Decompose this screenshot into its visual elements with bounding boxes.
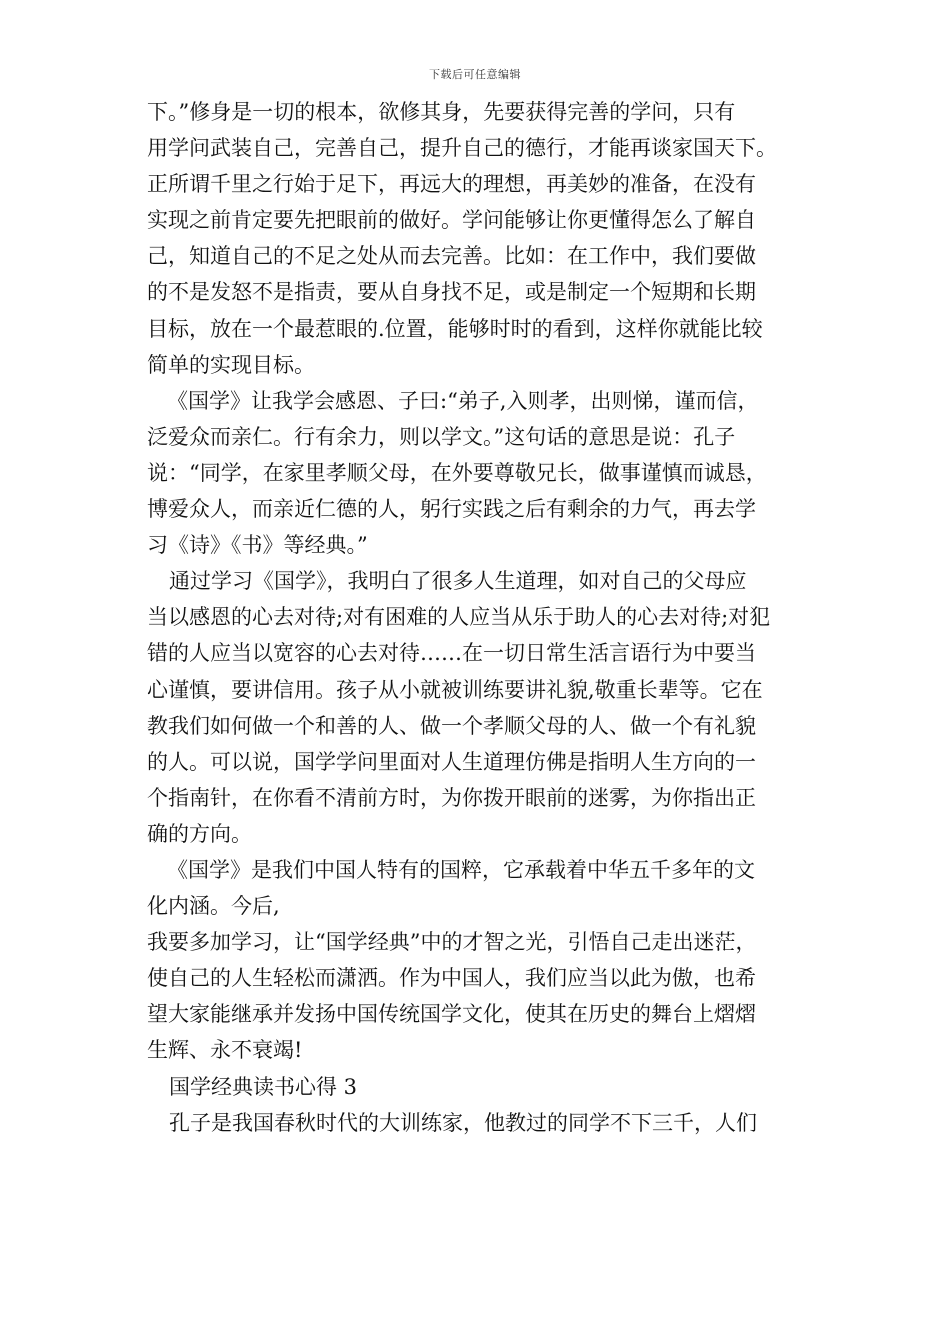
text-line: 通过学习《国学》，我明白了很多人生道理，如对自己的父母应 [169, 569, 747, 594]
text-line: 泛爱众而亲仁。行有余力，则以学文。”这句话的意思是说：孔子 [147, 424, 736, 449]
text-line: 《国学》让我学会感恩、子曰:“弟子,入则孝，出则悌，谨而信， [167, 388, 759, 413]
text-line: 简单的实现目标。 [147, 352, 315, 377]
document-body [147, 94, 827, 1141]
text-line: 孔子是我国春秋时代的大训练家，他教过的同学不下三千，人们 [169, 1110, 757, 1135]
text-line: 确的方向。 [147, 821, 252, 846]
text-line: 化内涵。今后, [147, 894, 280, 919]
text-line: 正所谓千里之行始于足下，再远大的理想，再美妙的准备，在没有 [147, 172, 756, 197]
text-line: 的不是发怒不是指责，要从自身找不足，或是制定一个短期和长期 [147, 280, 756, 305]
text-line: 目标，放在一个最惹眼的.位置，能够时时的看到，这样你就能比较 [147, 316, 763, 341]
text-line: 博爱众人，而亲近仁德的人，躬行实践之后有剩余的力气，再去学 [147, 497, 756, 522]
text-line: 下。”修身是一切的根本，欲修其身，先要获得完善的学问，只有 [147, 100, 736, 124]
text-line: 望大家能继承并发扬中国传统国学文化，使其在历史的舞台上熠熠 [147, 1002, 756, 1027]
text-line: 错的人应当以宽容的心去对待……在一切日常生活言语行为中要当 [147, 641, 756, 666]
text-line: 我要多加学习，让“国学经典”中的才智之光，引悟自己走出迷茫， [147, 930, 757, 955]
text-line: 实现之前肯定要先把眼前的做好。学问能够让你更懂得怎么了解自 [147, 208, 756, 233]
text-line: 的人。可以说，国学学问里面对人生道理仿佛是指明人生方向的一 [147, 749, 756, 774]
text-line: 说：“同学，在家里孝顺父母，在外要尊敬兄长，做事谨慎而诚恳， [147, 460, 767, 485]
text-line: 个指南针，在你看不清前方时，为你拨开眼前的迷雾，为你指出正 [147, 785, 756, 810]
text-line: 习《诗》《书》等经典。” [147, 533, 368, 558]
text-line: 当以感恩的心去对待;对有困难的人应当从乐于助人的心去对待;对犯 [147, 605, 771, 630]
text-line: 心谨慎，要讲信用。孩子从小就被训练要讲礼貌,敬重长辈等。它在 [147, 677, 763, 702]
text-line: 《国学》是我们中国人特有的国粹，它承载着中华五千多年的文 [167, 857, 755, 882]
text-line: 己，知道自己的不足之处从而去完善。比如：在工作中，我们要做 [147, 244, 756, 269]
text-line: 国学经典读书心得 3 [169, 1074, 358, 1099]
page-header: 下载后可任意编辑 [429, 68, 521, 81]
text-line: 教我们如何做一个和善的人、做一个孝顺父母的人、做一个有礼貌 [147, 713, 756, 738]
text-line: 使自己的人生轻松而潇洒。作为中国人，我们应当以此为傲，也希 [147, 966, 756, 991]
text-line: 生辉、永不衰竭! [147, 1038, 303, 1063]
text-line: 用学问武装自己，完善自己，提升自己的德行，才能再谈家国天下。 [147, 136, 777, 161]
